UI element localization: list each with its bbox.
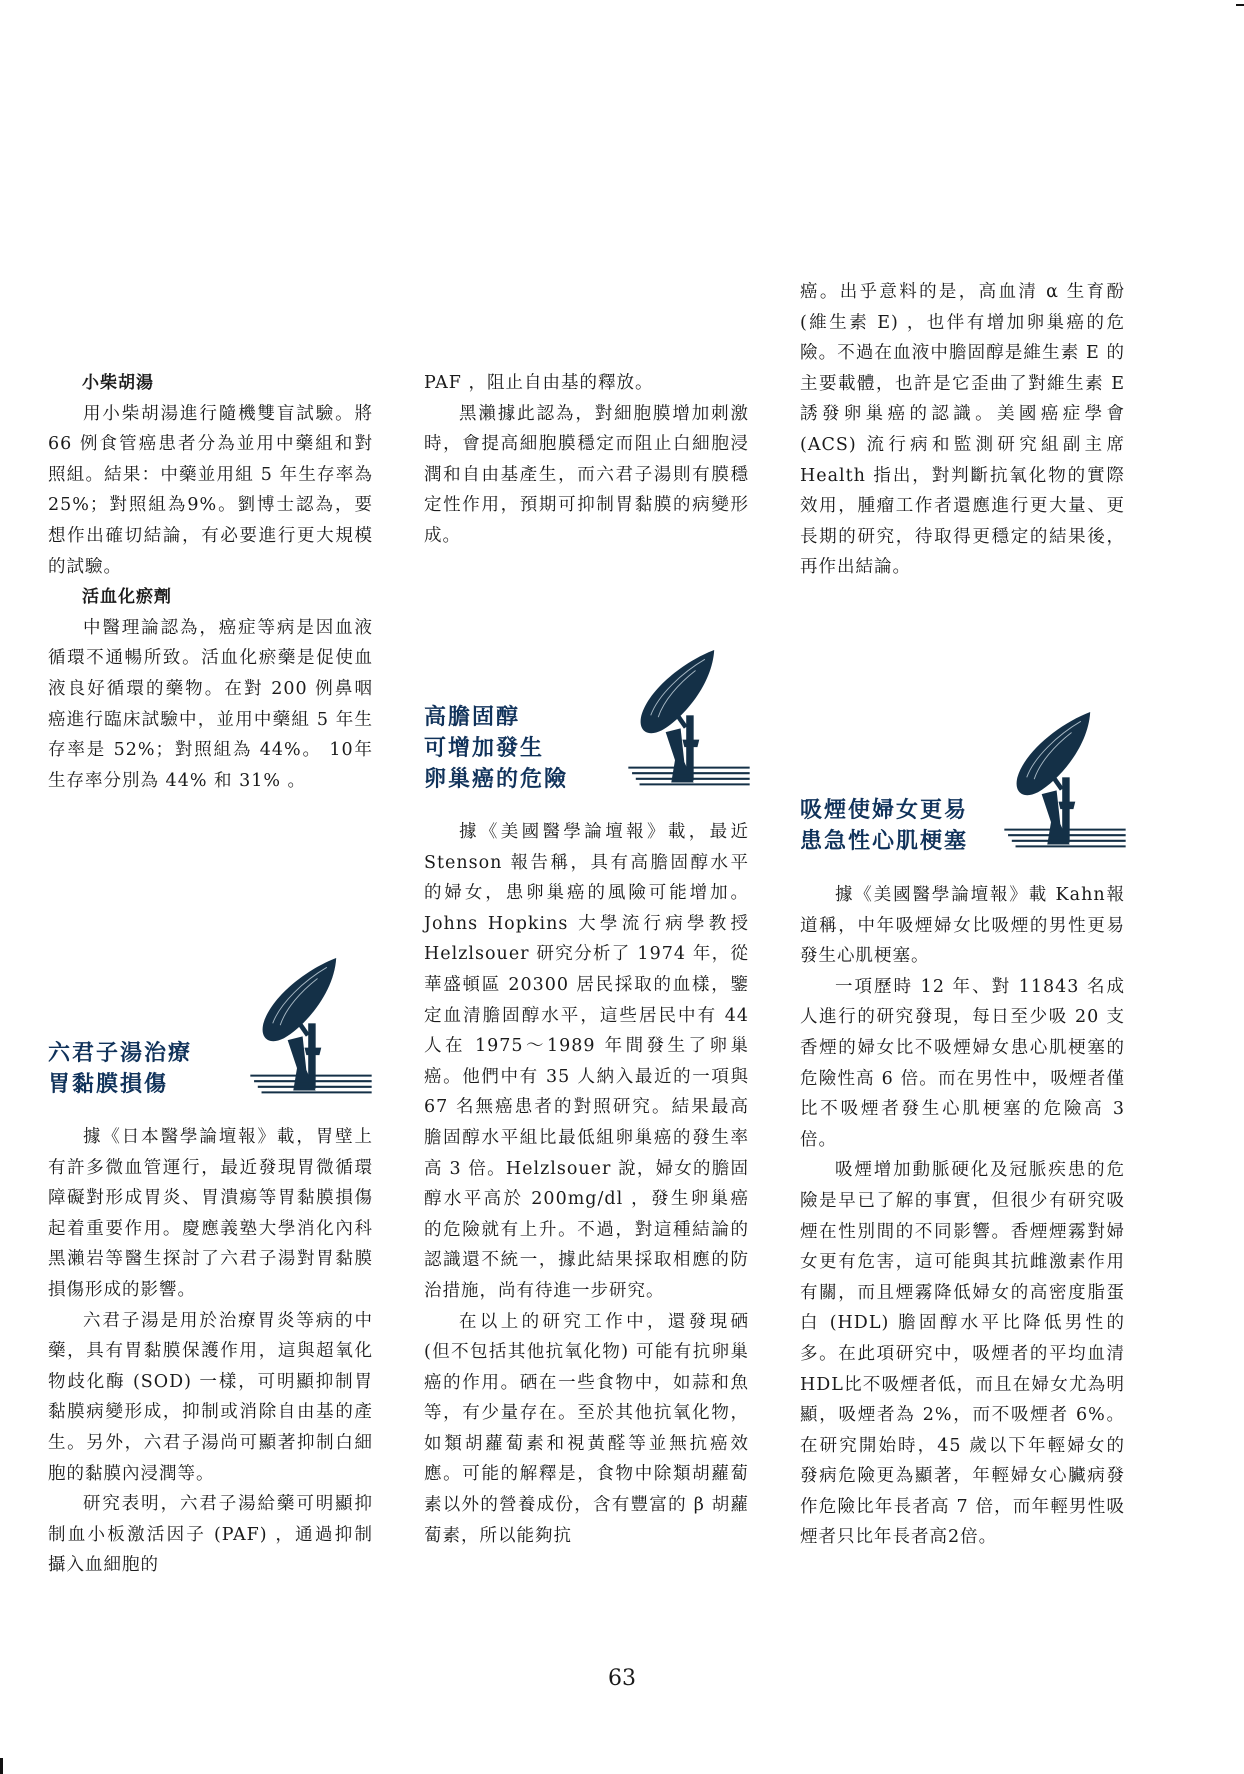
heading-line: 患急性心肌梗塞 xyxy=(800,829,969,854)
paragraph: 中醫理論認為，癌症等病是因血液循環不通暢所致。活血化瘀藥是促使血液良好循環的藥物。在對 200 例鼻咽癌進行臨床試驗中，並用中藥組 5 年生存率是 52%；對照組為 44%。 10年生存率分別為 44% 和 31% 。 xyxy=(48,617,373,791)
paragraph: PAF ，阻止自由基的釋放。 xyxy=(424,373,654,393)
subheading: 活血化瘀劑 xyxy=(82,587,172,608)
heading-cholesterol xyxy=(424,702,568,795)
subheading: 小柴胡湯 xyxy=(82,373,154,393)
satellite-dish-icon xyxy=(250,958,372,1098)
column-3-top xyxy=(800,277,1125,583)
column-1-top xyxy=(48,368,373,796)
paragraph: 黑瀨據此認為，對細胞膜增加刺激時，會提高細胞膜穩定而阻止白細胞浸潤和自由基產生，而六君子湯則有膜穩定性作用，預期可抑制胃黏膜的病變形成。 xyxy=(424,403,749,546)
heading-line: 可增加發生 xyxy=(424,736,545,761)
heading-line: 胃黏膜損傷 xyxy=(48,1072,169,1097)
paragraph: 研究表明，六君子湯給藥可明顯抑制血小板激活因子 (PAF) ，通過抑制攝入血細胞的 xyxy=(48,1494,373,1576)
heading-liujunzi xyxy=(48,1038,192,1100)
paragraph: 據《美國醫學論壇報》載 Kahn報道稱，中年吸煙婦女比吸煙的男性更易發生心肌梗塞。 xyxy=(800,885,1125,967)
paragraph: 吸煙增加動脈硬化及冠脈疾患的危險是早已了解的事實，但很少有研究吸煙在性別間的不同影響。香煙煙霧對婦女更有危害，這可能與其抗雌激素作用有關，而且煙霧降低婦女的高密度脂蛋白 (HDL) 膽固醇水平比降低男性的多。在此項研究中，吸煙者的平均血清HDL比不吸煙者低，而且在婦女尤為明顯，吸煙者為 2%，而不吸煙者 6%。在研究開始時，45 歲以下年輕婦女的發病危險更為顯著，年輕婦女心臟病發作危險比年長者高 7 倍，而年輕男性吸煙者只比年長者高2倍。 xyxy=(800,1160,1125,1548)
heading-smoking xyxy=(800,795,968,857)
page-number: 63 xyxy=(608,1666,636,1691)
column-3-bottom xyxy=(800,880,1125,1553)
paragraph: 一項歷時 12 年、對 11843 名成人進行的研究發現，每日至少吸 20 支香煙的婦女比不吸煙婦女患心肌梗塞的危險性高 6 倍。而在男性中，吸煙者僅比不吸煙者發生心肌梗塞的危險高 3 倍。 xyxy=(800,976,1125,1150)
paragraph: 用小柴胡湯進行隨機雙盲試驗。將 66 例食管癌患者分為並用中藥組和對照組。結果：中藥並用組 5 年生存率為 25%；對照組為9%。劉博士認為，要想作出確切結論，有必要進行更大規模的試驗。 xyxy=(48,403,373,577)
paragraph: 六君子湯是用於治療胃炎等病的中藥，具有胃黏膜保護作用，這與超氧化物歧化酶 (SOD) 一樣，可明顯抑制胃黏膜病變形成，抑制或消除自由基的產生。另外，六君子湯尚可顯著抑制白細胞的黏膜內浸潤等。 xyxy=(48,1310,373,1484)
scan-mark-bottom-left xyxy=(0,1758,3,1774)
paragraph: 癌。出乎意料的是，高血清 α 生育酚 (維生素 E) ，也伴有增加卵巢癌的危險。不過在血液中膽固醇是維生素 E 的主要載體，也許是它歪曲了對維生素 E 誘發卵巢癌的認識。美國癌症學會 (ACS) 流行病和監測研究組副主席 Health 指出，對判斷抗氧化物的實際效用，腫瘤工作者還應進行更大量、更長期的研究，待取得更穩定的結果後，再作出結論。 xyxy=(800,282,1125,578)
paragraph: 據《美國醫學論壇報》載，最近 Stenson 報告稱，具有高膽固醇水平的婦女，患卵巢癌的風險可能增加。Johns Hopkins 大學流行病學教授 Helzlsouer 研究分析了 1974 年，從華盛頓區 20300 居民採取的血樣，鑒定血清膽固醇水平，這些居民中有 44 人在 1975～1989 年間發生了卵巢癌。他們中有 35 人納入最近的一項與 67 名無癌患者的對照研究。結果最高膽固醇水平組比最低組卵巢癌的發生率高 3 倍。Helzlsouer 說，婦女的膽固醇水平高於 200mg/dl ，發生卵巢癌的危險就有上升。不過，對這種結論的認識還不統一，據此結果採取相應的防治措施，尚有待進一步研究。 xyxy=(424,822,749,1301)
column-1-bottom xyxy=(48,1122,373,1581)
column-2-top xyxy=(424,368,749,552)
satellite-dish-icon xyxy=(628,650,750,790)
column-2-bottom xyxy=(424,817,749,1551)
paragraph: 據《日本醫學論壇報》載，胃壁上有許多微血管運行，最近發現胃微循環障礙對形成胃炎、胃潰瘍等胃黏膜損傷起着重要作用。慶應義塾大學消化內科黑瀨岩等醫生探討了六君子湯對胃黏膜損傷形成的影響。 xyxy=(48,1127,373,1300)
satellite-dish-icon xyxy=(1004,712,1126,852)
scan-mark-top-right xyxy=(1236,4,1244,6)
heading-line: 六君子湯治療 xyxy=(48,1041,193,1066)
paragraph: 在以上的研究工作中，還發現硒 (但不包括其他抗氧化物) 可能有抗卵巢癌的作用。硒在一些食物中，如蒜和魚等，有少量存在。至於其他抗氧化物，如類胡蘿蔔素和視黃醛等並無抗癌效應。可能的解釋是，食物中除類胡蘿蔔素以外的營養成份，含有豐富的 β 胡蘿蔔素，所以能夠抗 xyxy=(424,1311,749,1546)
heading-line: 高膽固醇 xyxy=(424,705,521,730)
heading-line: 吸煙使婦女更易 xyxy=(800,798,969,823)
heading-line: 卵巢癌的危險 xyxy=(424,767,569,792)
